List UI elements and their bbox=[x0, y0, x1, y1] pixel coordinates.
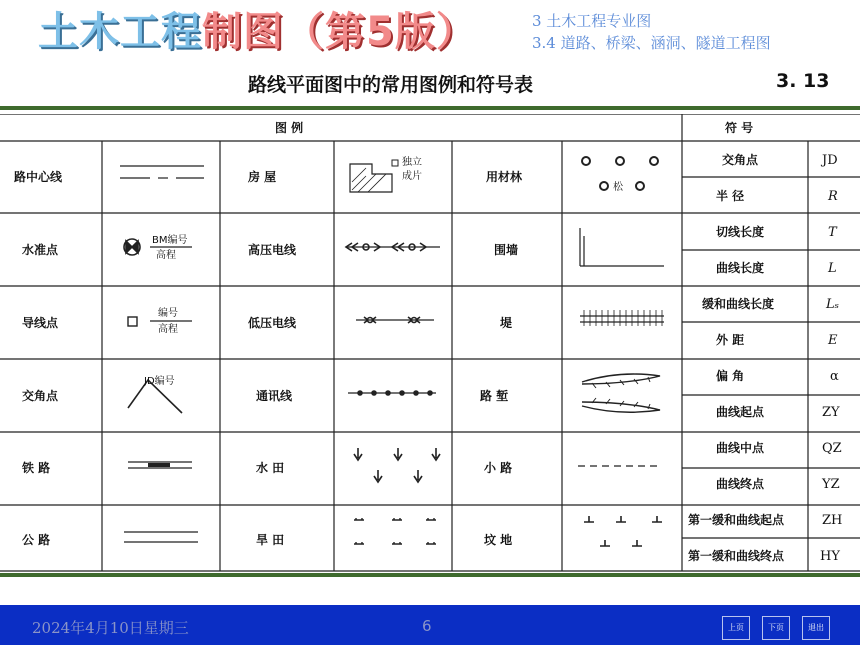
label-railway: 铁 路 bbox=[22, 461, 51, 475]
sym-name-10: 第一缓和曲线起点 bbox=[688, 513, 785, 527]
label-forest: 用材林 bbox=[486, 170, 523, 184]
next-page-button[interactable]: 下页 bbox=[762, 616, 790, 640]
legend-table bbox=[0, 114, 860, 572]
label-comm-line: 通讯线 bbox=[256, 389, 293, 403]
paddy-field-icon bbox=[354, 448, 440, 482]
forest-label: 松 bbox=[613, 182, 623, 193]
label-house: 房 屋 bbox=[248, 170, 277, 184]
communication-line-icon bbox=[348, 391, 436, 395]
label-paddy: 水 田 bbox=[256, 461, 285, 475]
sym-code-5: E bbox=[828, 333, 838, 348]
book-title bbox=[38, 6, 477, 58]
sym-name-1: 半 径 bbox=[716, 189, 745, 203]
prev-page-button[interactable]: 上页 bbox=[722, 616, 750, 640]
section-title: 3.4 道路、桥梁、涵洞、隧道工程图 bbox=[532, 34, 771, 52]
grave-icon bbox=[584, 516, 662, 546]
traverse-label-bottom: 高程 bbox=[158, 324, 178, 335]
sym-code-7: ZY bbox=[822, 405, 840, 420]
label-angle-point: 交角点 bbox=[22, 389, 59, 403]
legend-header: 图 例 bbox=[275, 121, 304, 135]
label-grave: 坟 地 bbox=[484, 533, 513, 547]
highway-icon bbox=[124, 532, 198, 542]
road-cutting-icon bbox=[582, 374, 660, 412]
label-wall: 围墙 bbox=[494, 243, 519, 257]
label-lv-line: 低压电线 bbox=[248, 316, 297, 330]
sym-name-6: 偏 角 bbox=[716, 369, 745, 383]
traverse-label-top: 编号 bbox=[158, 308, 178, 319]
label-traverse: 导线点 bbox=[22, 316, 59, 330]
benchmark-label-bottom: 高程 bbox=[156, 250, 176, 261]
house-label-2: 成片 bbox=[402, 171, 422, 182]
sym-name-5: 外 距 bbox=[716, 333, 745, 347]
book-title-part2: 制图（第5版） bbox=[202, 9, 477, 55]
sym-code-8: QZ bbox=[822, 441, 842, 456]
bottom-rule bbox=[0, 573, 860, 577]
wall-icon bbox=[580, 228, 664, 266]
high-voltage-line-icon bbox=[346, 243, 440, 251]
low-voltage-line-icon bbox=[356, 317, 434, 323]
label-cutting: 路 堑 bbox=[480, 389, 509, 403]
road-center-line-icon bbox=[120, 166, 204, 178]
sym-code-4: Lₛ bbox=[826, 297, 840, 312]
page-subtitle: 路线平面图中的常用图例和符号表 bbox=[248, 74, 534, 96]
label-road-center: 路中心线 bbox=[14, 170, 63, 184]
label-benchmark: 水准点 bbox=[22, 243, 59, 257]
label-hv-line: 高压电线 bbox=[248, 243, 297, 257]
sym-name-2: 切线长度 bbox=[716, 225, 765, 239]
benchmark-label-top: BM编号 bbox=[152, 235, 188, 246]
chapter-info bbox=[532, 10, 771, 54]
label-highway: 公 路 bbox=[22, 533, 51, 547]
sym-code-2: T bbox=[828, 225, 837, 240]
sym-name-0: 交角点 bbox=[722, 153, 759, 167]
sym-name-9: 曲线终点 bbox=[716, 477, 765, 491]
sym-name-4: 缓和曲线长度 bbox=[702, 297, 775, 311]
label-dry-field: 旱 田 bbox=[256, 533, 285, 547]
house-icon bbox=[350, 160, 398, 192]
sym-name-7: 曲线起点 bbox=[716, 405, 765, 419]
railway-icon bbox=[128, 462, 192, 468]
footer-date: 2024年4月10日星期三 bbox=[32, 619, 189, 637]
dike-icon bbox=[580, 310, 664, 326]
exit-button[interactable]: 退出 bbox=[802, 616, 830, 640]
label-path: 小 路 bbox=[484, 461, 513, 475]
sym-name-3: 曲线长度 bbox=[716, 261, 765, 275]
sym-code-9: YZ bbox=[822, 477, 840, 492]
figure-number: 3. 13 bbox=[776, 70, 830, 92]
label-dike: 堤 bbox=[500, 316, 513, 330]
sym-name-8: 曲线中点 bbox=[716, 441, 765, 455]
chapter-title: 3 土木工程专业图 bbox=[532, 12, 652, 30]
sym-code-11: HY bbox=[820, 549, 840, 564]
page-number: 6 bbox=[422, 617, 432, 635]
sym-code-10: ZH bbox=[822, 513, 843, 528]
angle-point-label: JD编号 bbox=[144, 376, 175, 387]
symbol-header: 符 号 bbox=[725, 121, 754, 135]
sym-code-3: L bbox=[828, 261, 837, 276]
sym-code-6: α bbox=[830, 369, 839, 384]
dry-field-icon bbox=[354, 518, 436, 544]
sym-code-1: R bbox=[828, 189, 838, 204]
sym-code-0: JD bbox=[822, 153, 838, 168]
book-title-part1: 土木工程 bbox=[38, 9, 202, 55]
sym-name-11: 第一缓和曲线终点 bbox=[688, 549, 785, 563]
top-rule bbox=[0, 106, 860, 110]
house-label-1: 独立 bbox=[402, 157, 422, 168]
